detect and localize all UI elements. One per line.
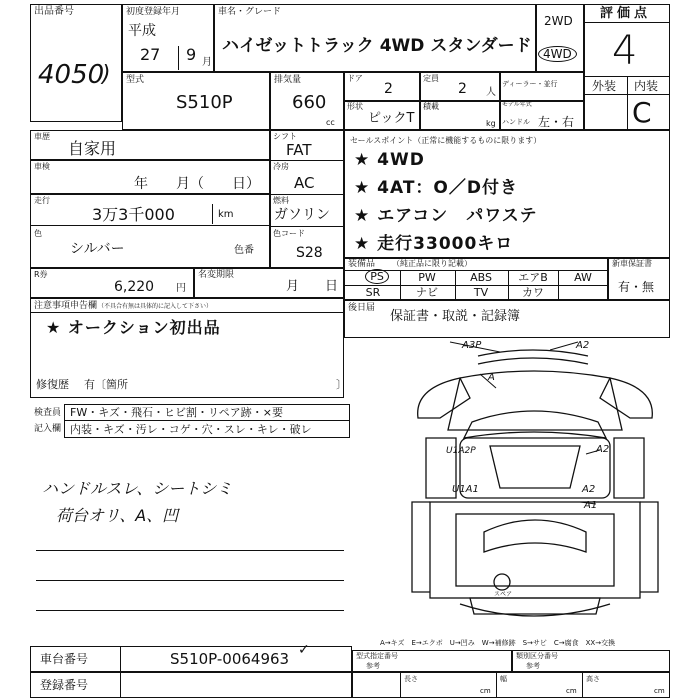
mileage-unit: km [218, 209, 234, 220]
repair-value: 有〔箇所 [84, 378, 128, 391]
load-unit: kg [486, 119, 496, 128]
cooling-value: AC [294, 174, 315, 192]
spare-label: スペア [494, 591, 513, 598]
equipment-abs: ABS [470, 271, 492, 284]
repair-close: 〕 [336, 378, 347, 391]
damage-mark: A1 [584, 500, 598, 511]
color-value: シルバー [70, 241, 125, 257]
ruled-line [36, 550, 344, 551]
first-reg-label: 初度登録年月 [126, 7, 181, 17]
sales-point-2: ★ 4AT：O／D付き [354, 178, 518, 198]
equipment-label: 装備品 [348, 259, 376, 269]
equipment-ps: PS [348, 271, 406, 283]
capacity-unit: 人 [486, 87, 496, 98]
notes-box [30, 298, 344, 398]
drive-2wd: 2WD [544, 14, 573, 28]
ruled-line [36, 580, 344, 581]
repair-label: 修復歴 [36, 378, 69, 391]
damage-mark: A2 [582, 484, 596, 495]
damage-mark: U1A1 [452, 484, 479, 495]
first-reg-month: 9 [186, 45, 197, 64]
vehicle-damage-diagram [400, 338, 670, 628]
after-label: 後日届 [348, 303, 376, 313]
damage-mark: A2 [596, 444, 610, 455]
recycle-label: R券 [34, 270, 48, 279]
steering-value: 左・右 [538, 115, 575, 129]
dims-width-unit: cm [566, 687, 577, 695]
listing-label: 出品番号 [34, 6, 74, 17]
first-reg-month-unit: 月 [202, 57, 212, 68]
inspector-row-1: FW・キズ・飛石・ヒビ割・リペア跡・×要 [70, 406, 283, 419]
notes-value: ★ オークション初出品 [46, 318, 221, 337]
first-reg-divider [178, 46, 179, 70]
capacity-value: 2 [458, 81, 467, 97]
color-code-label: 色コード [273, 229, 305, 238]
listing-number-suffix: ) [102, 62, 111, 87]
color-label: 色 [34, 229, 42, 238]
sales-points-header: セールスポイント（正常に機能するものに限ります） [350, 136, 542, 145]
check-mark: ✓ [298, 642, 310, 658]
mileage-value: 3万3千000 [92, 205, 175, 224]
dims-height-label: 高さ [586, 675, 600, 683]
first-reg-era: 平成 [128, 23, 156, 39]
handwritten-line-2: 荷台オリ、A、凹 [56, 506, 179, 525]
load-label: 積載 [423, 102, 439, 111]
displacement-unit: cc [326, 118, 335, 127]
sales-point-4: ★ 走行33000キロ [354, 234, 514, 254]
recycle-unit: 円 [176, 283, 186, 294]
handwritten-line-1: ハンドルスレ、シートシミ [42, 479, 233, 498]
displacement-label: 排気量 [274, 75, 302, 85]
sales-point-1: ★ 4WD [354, 150, 425, 170]
dims-height-unit: cm [654, 687, 665, 695]
fuel-label: 燃料 [273, 196, 289, 205]
equipment-leather: カワ [522, 286, 544, 299]
sales-point-3: ★ エアコン パワステ [354, 206, 538, 226]
model-label: 車名・グレード [218, 7, 282, 17]
equipment-aw: AW [574, 271, 592, 284]
type-spec-sub: 参考 [366, 662, 380, 670]
type-spec-label: 型式指定番号 [356, 652, 398, 660]
mileage-label: 走行 [34, 196, 50, 205]
model-value: ハイゼットトラック 4WD スタンダード [222, 36, 532, 56]
inspector-label-2: 記入欄 [34, 424, 62, 434]
name-change-label: 名変期限 [198, 270, 235, 280]
chassis-value: S510P-0064963 [170, 650, 290, 668]
inspection-value: 年 月（ 日） [134, 176, 260, 192]
grade-label: 評価点 [600, 6, 652, 21]
drive-4wd: 4WD [538, 46, 577, 62]
after-value: 保証書・取説・記録簿 [390, 309, 521, 324]
grade-int-label: 内装 [634, 79, 659, 93]
grade-score: 4 [612, 28, 638, 74]
notes-small: （不具合有無は具体的に記入して下さい） [98, 303, 213, 310]
name-change-value: 月 日 [286, 279, 339, 294]
shape-label: 形状 [347, 102, 363, 111]
dims-length-unit: cm [480, 687, 491, 695]
equipment-navi: ナビ [416, 286, 438, 299]
equipment-tv: TV [473, 286, 489, 299]
class-no-label: 類別区分番号 [516, 652, 558, 660]
doors-label: ドア [347, 74, 363, 83]
type-label: 型式 [126, 75, 145, 85]
type-value: S510P [176, 92, 233, 113]
damage-mark: A [488, 372, 495, 383]
history-value: 自家用 [68, 139, 117, 158]
chassis-label: 車台番号 [40, 652, 89, 666]
color-code-value: S28 [296, 245, 323, 261]
reg-number-label: 登録番号 [40, 678, 89, 692]
doors-value: 2 [384, 81, 393, 97]
listing-number: 4050 [38, 60, 105, 90]
damage-mark: A3P [462, 340, 482, 351]
color-num-label: 色番 [234, 245, 254, 256]
equipment-airbag: エアB [518, 271, 548, 284]
recycle-value: 6,220 [114, 279, 155, 295]
inspector-label-1: 検査員 [34, 408, 62, 418]
damage-legend: A→キズ E→エクボ U→凹み W→補修跡 S→サビ C→腐食 XX→交換 [380, 639, 616, 647]
grade-int-value: C [632, 96, 652, 129]
ruled-line [36, 610, 344, 611]
shift-value: FAT [286, 141, 312, 159]
shape-value: ピックT [368, 111, 415, 126]
inspection-label: 車検 [34, 162, 50, 171]
fuel-value: ガソリン [274, 207, 330, 223]
inspector-row-2: 内装・キズ・汚レ・コゲ・穴・スレ・キレ・破レ [70, 423, 312, 436]
cooling-label: 冷房 [273, 162, 289, 171]
dealer-label: ディーラー・並行 [502, 80, 558, 88]
first-reg-year: 27 [140, 45, 161, 64]
warranty-label: 新車保証書 [612, 259, 652, 268]
capacity-label: 定員 [423, 74, 439, 83]
shift-label: シフト [273, 132, 297, 141]
recycle-box [30, 268, 194, 298]
model-year-label: モデル年式 [502, 101, 532, 108]
warranty-value: 有・無 [618, 280, 655, 294]
history-label: 車歴 [34, 132, 50, 141]
displacement-value: 660 [292, 92, 327, 113]
damage-mark: A2 [576, 340, 590, 351]
class-no-sub: 参考 [526, 662, 540, 670]
grade-ext-label: 外装 [592, 79, 617, 93]
dims-width-label: 幅 [500, 675, 507, 683]
equipment-note: （純正品に限り記載） [392, 259, 472, 268]
equipment-pw: PW [418, 271, 436, 284]
dims-length-label: 長さ [404, 675, 418, 683]
steering-label: ハンドル [502, 118, 530, 126]
damage-mark: U1A2P [446, 446, 476, 456]
equipment-sr: SR [365, 286, 381, 299]
notes-label: 注意事項申告欄 [34, 301, 98, 311]
